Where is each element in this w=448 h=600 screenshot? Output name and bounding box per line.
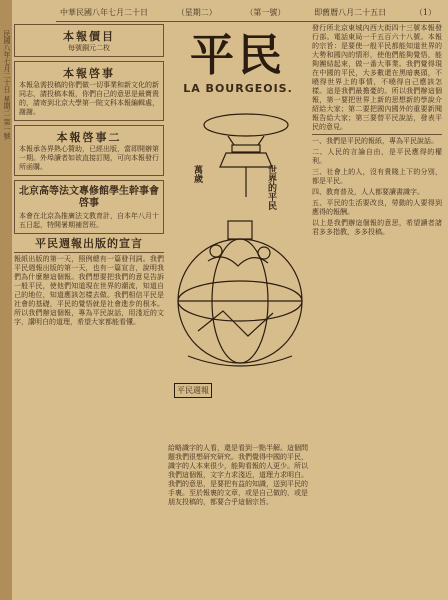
advertisement-box — [14, 180, 164, 234]
masthead-title: 平民 — [190, 30, 286, 81]
advertisement-body: 本會在北京為推廣法文教育計，自本年八月十五日起，特開暑期補習班。 — [19, 212, 159, 229]
price-box-body: 每號銅元二枚 — [68, 44, 110, 52]
airship-icon — [204, 114, 288, 136]
masthead-subtitle: LA BOURGEOIS. — [183, 82, 293, 95]
page-edge-strip — [0, 0, 12, 600]
header-date: 中華民國八年七月二十日 — [60, 8, 148, 17]
header-page-number: （1） — [414, 8, 436, 17]
right-divider — [312, 134, 442, 135]
closing-text: 以上是我們辦這個報的意思，希望讀者諸君多多指教，多多投稿。 — [312, 219, 442, 236]
lower-article-body: 給略識字的人看，還是看到一點半解。這個問題我們很想研究研究。我們覺得中國的平民，識字的人本來很少，能夠看報的人更少。所以我們這個報，文字力求淺近，道理力求明白。我們的意思，是要把有益的知識，送到平民的手裏。至於報裏的文章，或是自己做的，或是朋友投稿的，都要合乎這個宗旨。 — [168, 444, 308, 506]
lead-article-title: 平民週報出版的宣言 — [35, 237, 143, 250]
point-item-5: 五、平民的生活要改良，勞動的人要得到應得的報酬。 — [312, 199, 442, 216]
point-item-2: 二、人民的言論自由，是平民應得的權利。 — [312, 148, 442, 165]
point-item-3: 三、社會上的人，沒有貴賤上下的分別，都是平民。 — [312, 168, 442, 185]
notice-two-title: 本報啓事二 — [56, 131, 122, 144]
point-item-4: 四、教育普及，人人都要讀書識字。 — [312, 188, 424, 196]
notice-two-body: 本報承各界熱心贊助，已經出版，當即開辦第一期。外埠讀者如欲直接訂閱，可向本報發行所函購。 — [19, 145, 159, 171]
header-number: （第一號） — [245, 8, 286, 17]
cartoon-drawing — [168, 101, 308, 401]
edge-text: 民國八年七月二十日 星期二 第一號 — [3, 30, 11, 140]
point-item-1: 一、我們是平民的報紙，專為平民說話。 — [312, 137, 438, 145]
notice-one-body: 本報急需投稿的你們做一切事業和新文化的新同志，請投稿本報，你們自己的意思是最寶貴的，請寄到北京大學第一院文科本報編輯處，謝謝。 — [19, 81, 159, 116]
cartoon-caption-left: 萬歲 — [192, 165, 202, 183]
cartoon-illustration — [168, 101, 308, 401]
price-box-title: 本報價目 — [63, 30, 115, 43]
header-lunar-date: 即舊曆八月二十五日 — [314, 8, 387, 17]
notice-one-title: 本報啓事 — [63, 67, 115, 80]
points-list — [312, 137, 442, 217]
notice-one — [14, 61, 164, 121]
cartoon-caption-right: 世界的平民 — [266, 165, 276, 210]
left-column — [14, 24, 164, 596]
price-box — [14, 24, 164, 57]
title-divider — [14, 252, 164, 253]
cartoon-signature: 平民週報 — [174, 383, 212, 398]
right-column — [312, 24, 442, 594]
header-weekday: （星期二） — [176, 8, 217, 17]
middle-column — [168, 24, 308, 444]
notice-two — [14, 125, 164, 176]
header-strip — [56, 4, 440, 22]
advertisement-title: 北京高等法文專修館學生幹事會啓事 — [19, 186, 159, 209]
right-article-body: 發行所北京東城內西大街四十三號本報發行部。電話東局一千五百六十八號。本報的宗旨：是要使一般平民都能知道世界的大勢和國內的情形，使他們能夠覺悟，能夠團結起來，做一番大事業。我們覺得現在中國的平民，大多數還在黑暗裏頭，不曉得世界上的事情，不曉得自己應該怎樣。這是我們最擔憂的。所以我們辦這個報，第一要把世界上新的思想新的學說介紹給大家；第二要把國內國外的重要新聞報告給大家；第三要替平民說話，發表平民的意見。 — [312, 24, 442, 131]
lead-article — [14, 238, 164, 327]
lead-article-body: 報紙出版的第一天，照例總有一篇發刊詞。我們平民週報出版的第一天，也有一篇宣言，說明我們為什麼辦這個報。我們想要把我們的意見告訴一般平民，使他們知道現在世界的潮流，知道自己的地位，知道應該怎樣去做。我們相信平民是社會的基礎，平民的覺悟就是社會進步的根本。所以我們辦這個報，專為平民說話，用淺近的文字，講明白的道理，希望大家都能看懂。 — [14, 255, 164, 326]
